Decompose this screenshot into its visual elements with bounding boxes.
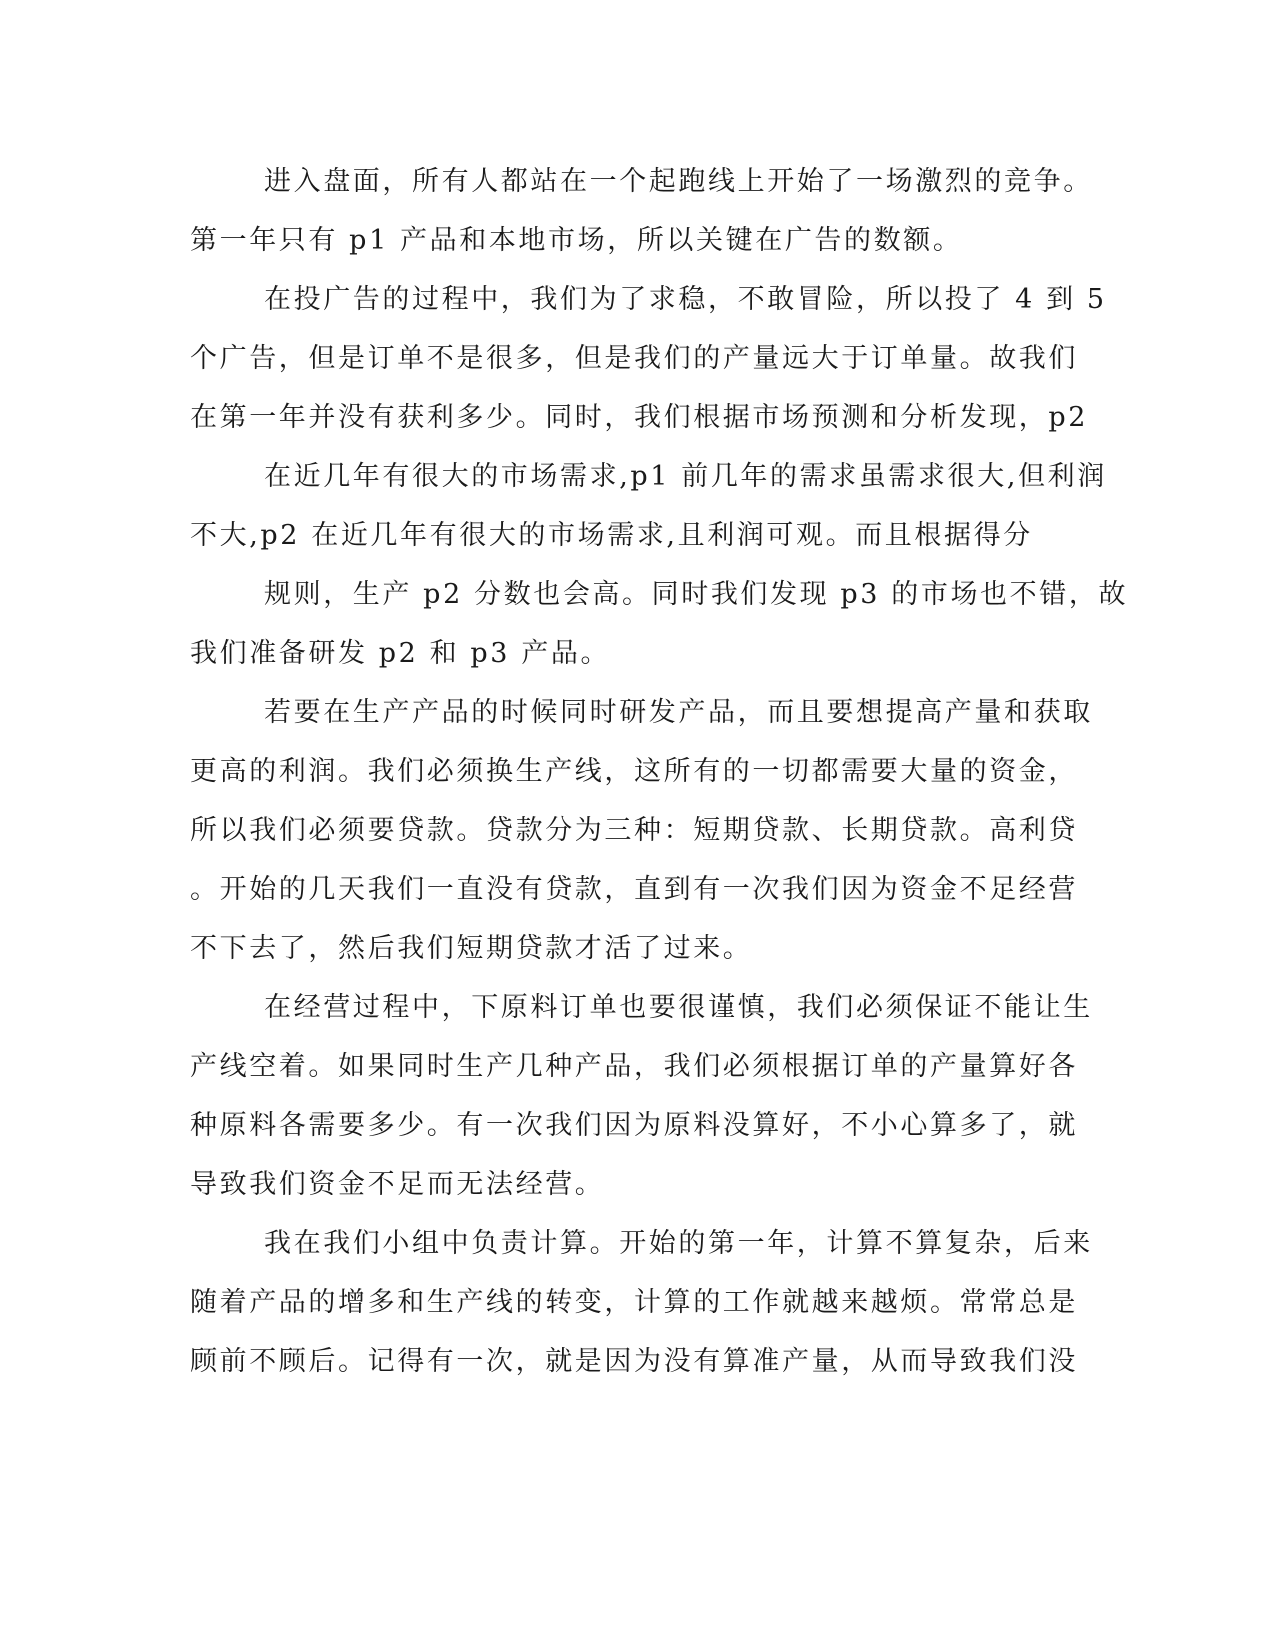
text-line: 在第一年并没有获利多少。同时，我们根据市场预测和分析发现，p2 [190, 402, 1089, 433]
text-line: 更高的利润。我们必须换生产线，这所有的一切都需要大量的资金， [190, 756, 1078, 787]
text-line: 随着产品的增多和生产线的转变，计算的工作就越来越烦。常常总是 [190, 1287, 1078, 1318]
text-line: 导致我们资金不足而无法经营。 [190, 1169, 605, 1200]
text-line: 我们准备研发 p2 和 p3 产品。 [190, 638, 611, 669]
text-line: 。开始的几天我们一直没有贷款，直到有一次我们因为资金不足经营 [190, 874, 1078, 905]
text-line: 进入盘面，所有人都站在一个起跑线上开始了一场激烈的竞争。 [264, 166, 1093, 197]
text-line: 所以我们必须要贷款。贷款分为三种：短期贷款、长期贷款。高利贷 [190, 815, 1078, 846]
text-line: 在近几年有很大的市场需求,p1 前几年的需求虽需求很大,但利润 [264, 461, 1107, 492]
text-line: 不大,p2 在近几年有很大的市场需求,且利润可观。而且根据得分 [190, 520, 1033, 551]
text-line: 不下去了，然后我们短期贷款才活了过来。 [190, 933, 753, 964]
text-line: 在经营过程中，下原料订单也要很谨慎，我们必须保证不能让生 [264, 992, 1093, 1023]
text-line: 规则，生产 p2 分数也会高。同时我们发现 p3 的市场也不错，故 [264, 579, 1129, 610]
text-line: 我在我们小组中负责计算。开始的第一年，计算不算复杂，后来 [264, 1228, 1093, 1259]
text-line: 若要在生产产品的时候同时研发产品，而且要想提高产量和获取 [264, 697, 1093, 728]
text-line: 顾前不顾后。记得有一次，就是因为没有算准产量，从而导致我们没 [190, 1346, 1078, 1377]
text-line: 个广告，但是订单不是很多，但是我们的产量远大于订单量。故我们 [190, 343, 1078, 374]
text-line: 产线空着。如果同时生产几种产品，我们必须根据订单的产量算好各 [190, 1051, 1078, 1082]
text-line: 种原料各需要多少。有一次我们因为原料没算好，不小心算多了，就 [190, 1110, 1078, 1141]
text-line: 在投广告的过程中，我们为了求稳，不敢冒险，所以投了 4 到 5 [264, 284, 1107, 315]
text-line: 第一年只有 p1 产品和本地市场，所以关键在广告的数额。 [190, 225, 963, 256]
